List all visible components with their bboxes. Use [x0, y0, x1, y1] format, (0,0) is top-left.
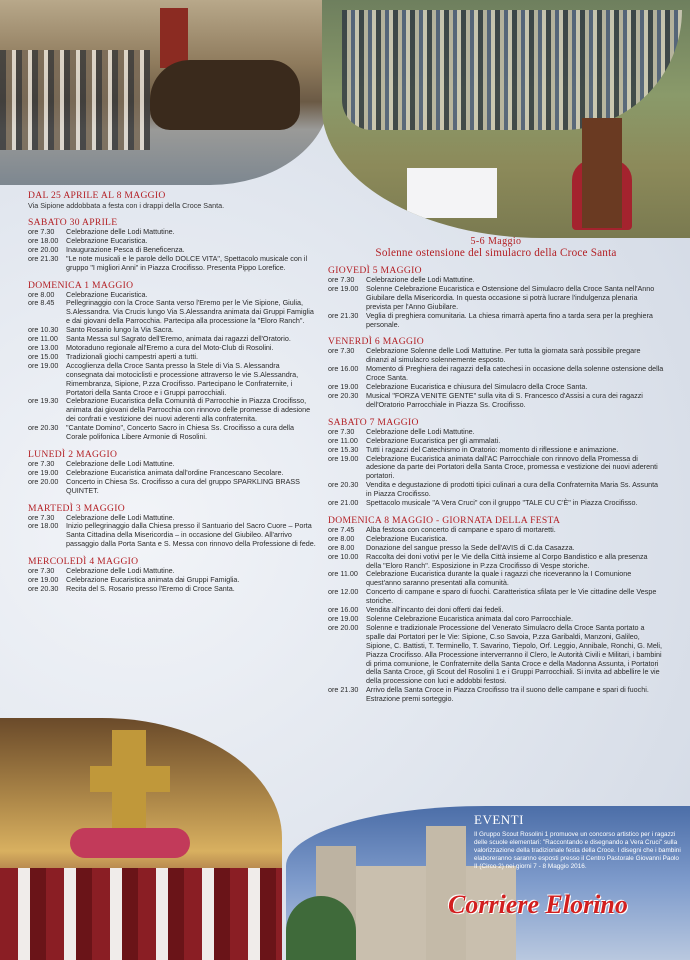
event-row: [328, 499, 664, 508]
event-time: ore 7.30: [28, 458, 55, 468]
event-description: Celebrazione delle Lodi Mattutine.: [366, 426, 475, 436]
event-list: [328, 526, 664, 704]
event-description: Celebrazione Eucaristica animata dai Gruppi Famiglia.: [66, 575, 240, 585]
event-description: Tutti i ragazzi del Catechismo in Oratorio: momento di riflessione e animazione.: [366, 444, 619, 454]
event-time: ore 10.30: [28, 325, 59, 335]
event-time: ore 19.00: [328, 453, 359, 463]
event-time: ore 19.00: [28, 467, 59, 477]
eventi-body: Il Gruppo Scout Rosolini 1 promuove un concorso artistico per i ragazzi delle scuole elementari: "Raccontando e disegnando a Vera Cruci" sulla valorizzazione della tradizionale festa della Croce. I disegni che i bambini elaboreranno saranno esposti presso il Centro Pastorale Giovanni Paolo II (Circo 2) nei giorni 7 - 8 Maggio 2016.: [474, 831, 681, 870]
day-header: DOMENICA 1 MAGGIO: [28, 279, 134, 291]
event-row: [28, 397, 316, 424]
event-time: ore 19.00: [328, 283, 359, 293]
event-time: ore 8.00: [328, 533, 355, 543]
event-time: ore 7.45: [328, 524, 355, 534]
event-time: ore 19.00: [28, 360, 59, 370]
event-list: [28, 460, 316, 496]
day-header: GIOVEDÌ 5 MAGGIO: [328, 265, 422, 276]
event-row: [328, 365, 664, 383]
event-description: Arrivo della Santa Croce in Piazza Crocifisso tra il suono delle campane e spari di fuochi. Estrazione premi sorteggio.: [366, 685, 649, 704]
event-description: "Le note musicali e le parole dello DOLCE VITA", Spettacolo musicale con il gruppo "I migliori Anni" in Piazza Crocifisso. Presenta Pippo Lorefice.: [66, 253, 308, 272]
event-time: ore 18.00: [28, 235, 59, 245]
event-list: [328, 428, 664, 508]
event-description: Celebrazione Eucaristica.: [66, 289, 148, 299]
event-description: Celebrazione delle Lodi Mattutine.: [66, 566, 175, 576]
event-description: Celebrazione delle Lodi Mattutine.: [66, 227, 175, 236]
right-schedule-body: [328, 265, 664, 704]
event-time: ore 19.30: [28, 396, 59, 406]
eventi-title: EVENTI: [474, 812, 524, 827]
event-description: Celebrazione Eucaristica e chiusura del Simulacro della Croce Santa.: [366, 382, 588, 392]
event-row: [28, 255, 316, 273]
event-time: ore 15.30: [328, 444, 359, 454]
event-description: Recita del S. Rosario presso l'Eremo di Croce Santa.: [66, 584, 235, 593]
event-time: ore 20.00: [28, 244, 59, 254]
event-description: Celebrazione Eucaristica.: [366, 533, 448, 543]
event-row: [328, 553, 664, 571]
photo-procession-horses: [0, 0, 330, 185]
event-description: Celebrazione Eucaristica animata dall'AC Parrocchiale con rinnovo della Promessa di adesione da parte dei Portatori della Santa Croce, promessa e vestizione dei nuovi aderenti portatori.: [366, 453, 658, 481]
event-description: Inaugurazione Pesca di Beneficenza.: [66, 244, 185, 254]
event-time: ore 10.00: [328, 551, 359, 561]
event-time: ore 19.00: [328, 382, 359, 392]
event-time: ore 19.00: [328, 614, 359, 623]
cross-icon: [160, 8, 188, 68]
event-description: Spettacolo musicale "A Vera Cruci" con il gruppo "TALE CU C'È" in Piazza Crocifisso.: [366, 498, 638, 508]
event-row: [328, 347, 664, 365]
event-list: [28, 514, 316, 550]
event-description: Celebrazione Eucaristica animata dall'ordine Francescano Secolare.: [66, 467, 284, 477]
schedule-left-column: [28, 190, 316, 594]
event-time: ore 15.00: [28, 351, 59, 361]
palm-tree-shape: [286, 896, 356, 960]
event-description: Celebrazione Eucaristica della Comunità di Parrocchie in Piazza Crocifisso, animata dai giovani della Parrocchia con rinnovo delle promesse di adesione dei confrati e vestizione dei nuovi aderenti alla confraternita.: [66, 396, 311, 424]
event-description: Concerto in Chiesa Ss. Crocifisso a cura del gruppo SPARKLING BRASS QUINTET.: [66, 476, 300, 495]
event-time: ore 21.30: [328, 310, 359, 320]
event-list: [328, 276, 664, 329]
event-list: [28, 228, 316, 273]
event-time: ore 20.30: [328, 480, 359, 490]
event-description: Concerto di campane e sparo di fuochi. Caratteristica sfilata per le Vie cittadine delle Vespe storiche.: [366, 587, 657, 606]
event-list: [28, 567, 316, 594]
event-time: ore 20.30: [328, 390, 359, 400]
event-description: Motoraduno regionale all'Eremo a cura del Moto-Club di Rosolini.: [66, 342, 274, 352]
event-row: [328, 570, 664, 588]
event-description: Santo Rosario lungo la Via Sacra.: [66, 325, 174, 335]
event-description: Veglia di preghiera comunitaria. La chiesa rimarrà aperta fino a tarda sera per la preghiera personale.: [366, 310, 653, 329]
photo-crowd: [342, 10, 682, 130]
event-time: ore 8.00: [28, 289, 55, 299]
event-row: [328, 392, 664, 410]
day-header: VENERDÌ 6 MAGGIO: [328, 336, 424, 348]
event-row: [28, 362, 316, 398]
event-time: ore 16.00: [328, 364, 359, 374]
photo-crowd: [0, 50, 150, 150]
day-header: MARTEDÌ 3 MAGGIO: [28, 502, 125, 514]
event-list: [328, 347, 664, 409]
event-row: [28, 585, 316, 594]
event-description: Celebrazione Eucaristica.: [66, 235, 148, 245]
event-time: ore 18.00: [28, 521, 59, 531]
event-time: ore 7.30: [28, 227, 55, 236]
event-description: Solenne Celebrazione Eucaristica animata dal coro Parrocchiale.: [366, 614, 573, 623]
event-description: Inizio pellegrinaggio dalla Chiesa presso il Santuario del Sacro Cuore – Porta Santa Cittadina della Misericordia – in occasione del Giubileo. All'arrivo passaggio dalla Porta Santa e S. Messa con rinnovo della Professione di fede.: [66, 521, 316, 549]
event-time: ore 8.45: [28, 298, 55, 308]
event-description: Musical "FORZA VENITE GENTE" sulla vita di S. Francesco d'Assisi a cura dei ragazzi dell'Oratorio Parrocchiale in Piazza Ss. Crocifisso.: [366, 390, 643, 409]
event-description: Pellegrinaggio con la Croce Santa verso l'Eremo per le Vie Sipione, Giulia, S.Alessandra. Via Crucis lungo Via S.Alessandra animata dai Gruppi Famiglia e dai giovani della Parrocchia. Partecipa alla processione la "Eloro Ranch".: [66, 298, 314, 326]
event-time: ore 20.00: [28, 476, 59, 486]
event-list: [28, 291, 316, 442]
day-header: LUNEDÌ 2 MAGGIO: [28, 448, 118, 460]
event-description: Solenne Celebrazione Eucaristica e Ostensione del Simulacro della Croce Santa nell'Anno Giubilare della Misericordia. In questa occasione si potrà lucrare l'indulgenza plenaria prevista per l'Anno Giubilare.: [366, 283, 655, 311]
event-description: Accoglienza della Croce Santa presso la Stele di Via S. Alessandra consegnata dai motociclisti e processione attraverso le vie S.Alessandra, Rimembranza, Sipione, P.zza Crocifisso. Partecipano le Confraternite, i Portatori della Santa Croce e i Gruppi parrocchiali.: [66, 360, 299, 397]
event-time: ore 21.30: [28, 253, 59, 263]
event-time: ore 20.30: [28, 423, 59, 433]
schedule-right-column: [328, 236, 664, 704]
cross-icon: [582, 118, 622, 228]
altar-shape: [407, 168, 497, 218]
watermark-logo: Corriere Elorino: [448, 890, 628, 919]
event-description: Alba festosa con concerto di campane e sparo di mortaretti.: [366, 524, 556, 534]
cross-arm-shape: [90, 766, 170, 792]
event-time: ore 7.30: [28, 512, 55, 522]
event-time: ore 11.00: [328, 435, 358, 445]
event-row: [28, 299, 316, 326]
event-time: ore 21.00: [328, 498, 359, 508]
event-time: ore 7.30: [328, 275, 355, 284]
day-subtitle: Via Sipione addobbata a festa con i drappi della Croce Santa.: [28, 201, 225, 210]
event-time: ore 19.00: [28, 575, 59, 585]
event-row: [328, 481, 664, 499]
event-time: ore 8.00: [328, 542, 355, 552]
day-header: SABATO 7 MAGGIO: [328, 416, 419, 428]
event-row: [328, 624, 664, 686]
event-row: [328, 285, 664, 312]
event-time: ore 21.30: [328, 685, 359, 695]
event-time: ore 13.00: [28, 342, 59, 352]
eventi-box: [474, 812, 684, 871]
event-description: Tradizionali giochi campestri aperti a tutti.: [66, 351, 198, 361]
event-description: Celebrazione Eucaristica per gli ammalati.: [366, 435, 501, 445]
event-description: Celebrazione Solenne delle Lodi Mattutine. Per tutta la giornata sarà possibile pregare dinanzi al simulacro solennemente esposto.: [366, 346, 641, 365]
event-time: ore 12.00: [328, 587, 359, 597]
event-description: Donazione del sangue presso la Sede dell'AVIS di C.da Casazza.: [366, 542, 575, 552]
event-time: ore 7.30: [328, 346, 355, 356]
event-description: Momento di Preghiera dei ragazzi della catechesi in occasione della solenne ostensione della Croce Santa.: [366, 364, 664, 383]
event-row: [328, 312, 664, 330]
event-time: ore 11.00: [28, 334, 58, 344]
event-row: [28, 478, 316, 496]
event-time: ore 20.00: [328, 622, 359, 632]
event-row: [328, 455, 664, 482]
right-title: [328, 236, 664, 259]
event-description: "Cantate Domino", Concerto Sacro in Chiesa Ss. Crocifisso a cura della Corale polifonica Libere Armonie di Rosolini.: [66, 423, 295, 442]
event-row: [328, 686, 664, 704]
event-description: Vendita all'incanto dei doni offerti dai fedeli.: [366, 605, 504, 615]
event-row: [28, 424, 316, 442]
day-header: DOMENICA 8 MAGGIO - GIORNATA DELLA FESTA: [328, 514, 561, 526]
event-time: ore 20.30: [28, 584, 59, 593]
right-title-text: Solenne ostensione del simulacro della Croce Santa: [375, 247, 617, 259]
event-description: Raccolta dei doni votivi per le Vie della Città insieme al Corpo Bandistico e alla presenza della "Eloro Ranch". Esposizione in P.zza Crocifisso di Vespe storiche.: [366, 551, 648, 570]
event-description: Celebrazione delle Lodi Mattutine.: [66, 512, 175, 522]
flowers-shape: [70, 828, 190, 858]
horse-shape: [150, 60, 300, 130]
event-description: Celebrazione Eucaristica durante la quale i ragazzi che riceveranno la I Comunione quest'anno saranno presentati alla comunità.: [366, 569, 632, 588]
event-row: [28, 522, 316, 549]
event-description: Solenne e tradizionale Processione del Venerato Simulacro della Croce Santa portato a spalle dai Portatori per le Vie: Sipione, C.so Savoia, P.zza Garibaldi, Manzoni, Galileo, Sipione, C. Battisti, T. Terminello, T. Savarino, Tiepolo, Orf. Leggio, Annibale, Ronchi, G. Meli, Piazza Crocifisso. Alla Processione interverranno il Clero, le Autorità Civili e Militari, i bambini di prima comunione, le Confraternite della Santa Croce e della Madonna Assunta, i Portatori della Santa Croce, gli Scout del Rosolini 1 e i Gruppi Parrocchiali. Si invita ad abbellire le vie della processione con luci e addobbi festosi.: [366, 622, 663, 686]
day-header: MERCOLEDÌ 4 MAGGIO: [28, 556, 139, 568]
right-title-dates: 5-6 Maggio: [470, 236, 522, 247]
bearers-shape: [0, 868, 282, 960]
event-time: ore 16.00: [328, 605, 359, 615]
day-header: DAL 25 APRILE AL 8 MAGGIO: [28, 190, 166, 201]
event-time: ore 7.30: [28, 566, 55, 576]
event-description: Vendita e degustazione di prodotti tipici culinari a cura della Confraternita Maria Ss. Assunta in Piazza Crocifisso.: [366, 480, 659, 499]
day-header: SABATO 30 APRILE: [28, 217, 118, 228]
event-description: Celebrazione delle Lodi Mattutine.: [66, 458, 175, 468]
event-time: ore 7.30: [328, 426, 355, 436]
event-time: ore 11.00: [328, 569, 358, 579]
event-description: Santa Messa sul Sagrato dell'Eremo, animata dai ragazzi dell'Oratorio.: [66, 334, 291, 344]
event-row: [328, 588, 664, 606]
event-description: Celebrazione delle Lodi Mattutine.: [366, 275, 475, 284]
